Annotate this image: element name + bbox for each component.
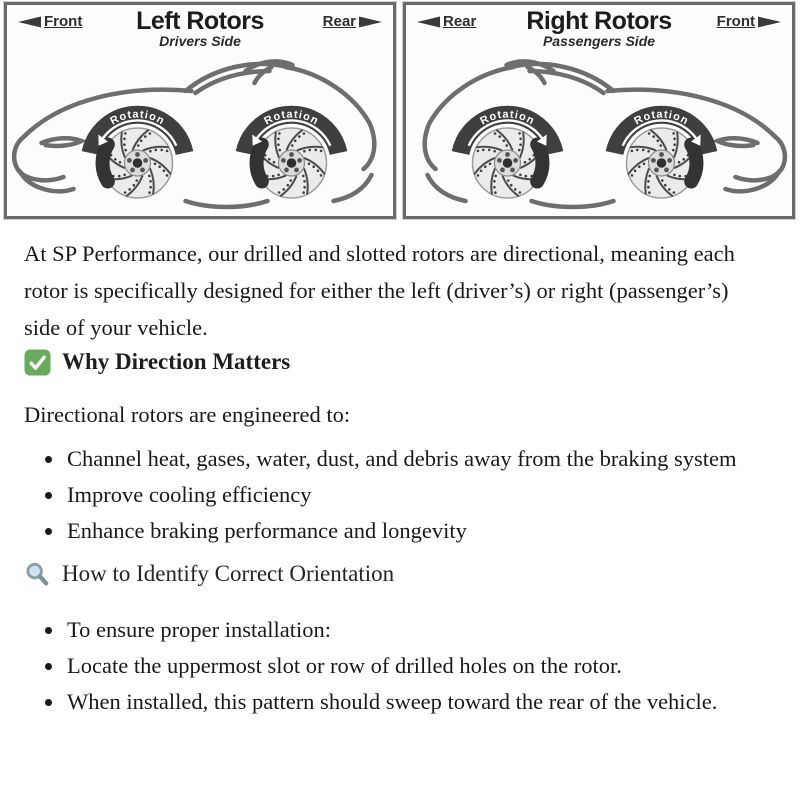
benefits-list [24, 441, 770, 549]
panel-title: Right Rotors [526, 7, 672, 35]
magnifier-icon [24, 561, 51, 588]
intro-paragraph: At SP Performance, our drilled and slotted rotors are directional, meaning each rotor is specifically designed for either the left (driver’s) or right (passenger’s) side of your vehicle. [24, 241, 735, 340]
left-rotors-panel [4, 2, 396, 219]
front-direction-label [717, 13, 781, 30]
orientation-list [24, 612, 770, 720]
list-item: • Enhance braking performance and longevity [65, 513, 770, 549]
car-illustration-left [7, 51, 393, 216]
check-icon [24, 349, 51, 376]
section-lead: Directional rotors are engineered to: [24, 402, 351, 427]
panel-subtitle: Passengers Side [542, 33, 656, 49]
panel-title: Left Rotors [136, 7, 264, 35]
section-title-text: Why Direction Matters [62, 349, 291, 374]
svg-text:Rotation: Rotation [632, 108, 691, 128]
section-title-how-to-identify [24, 560, 770, 588]
direction-label-text: Rear [322, 13, 356, 30]
right-panel-header [406, 5, 792, 51]
list-item: • Locate the uppermost slot or row of drilled holes on the rotor. [65, 648, 770, 684]
direction-label-text: Rear [443, 13, 477, 30]
list-item: • To ensure proper installation: [65, 612, 770, 648]
list-item: • When installed, this pattern should sweep toward the rear of the vehicle. [65, 684, 770, 720]
panel-subtitle: Drivers Side [159, 33, 241, 49]
article [0, 219, 800, 720]
list-item: • Improve cooling efficiency [65, 477, 770, 513]
rear-direction-label [323, 13, 382, 30]
car-illustration-right [406, 51, 792, 216]
right-arrow-icon [359, 15, 382, 29]
direction-label-text: Front [44, 13, 83, 30]
right-rotors-panel [403, 2, 795, 219]
rotor-direction-diagram [0, 0, 800, 219]
right-arrow-icon [758, 15, 781, 29]
list-item: • Channel heat, gases, water, dust, and debris away from the braking system [65, 441, 770, 477]
left-panel-header [7, 5, 393, 51]
svg-text:Rotation: Rotation [262, 108, 321, 128]
section-title-text: How to Identify Correct Orientation [62, 561, 395, 586]
svg-text:Rotation: Rotation [478, 108, 537, 128]
svg-text:Rotation: Rotation [108, 108, 167, 128]
direction-label-text: Front [716, 13, 755, 30]
section-title-why-direction-matters [24, 348, 770, 376]
